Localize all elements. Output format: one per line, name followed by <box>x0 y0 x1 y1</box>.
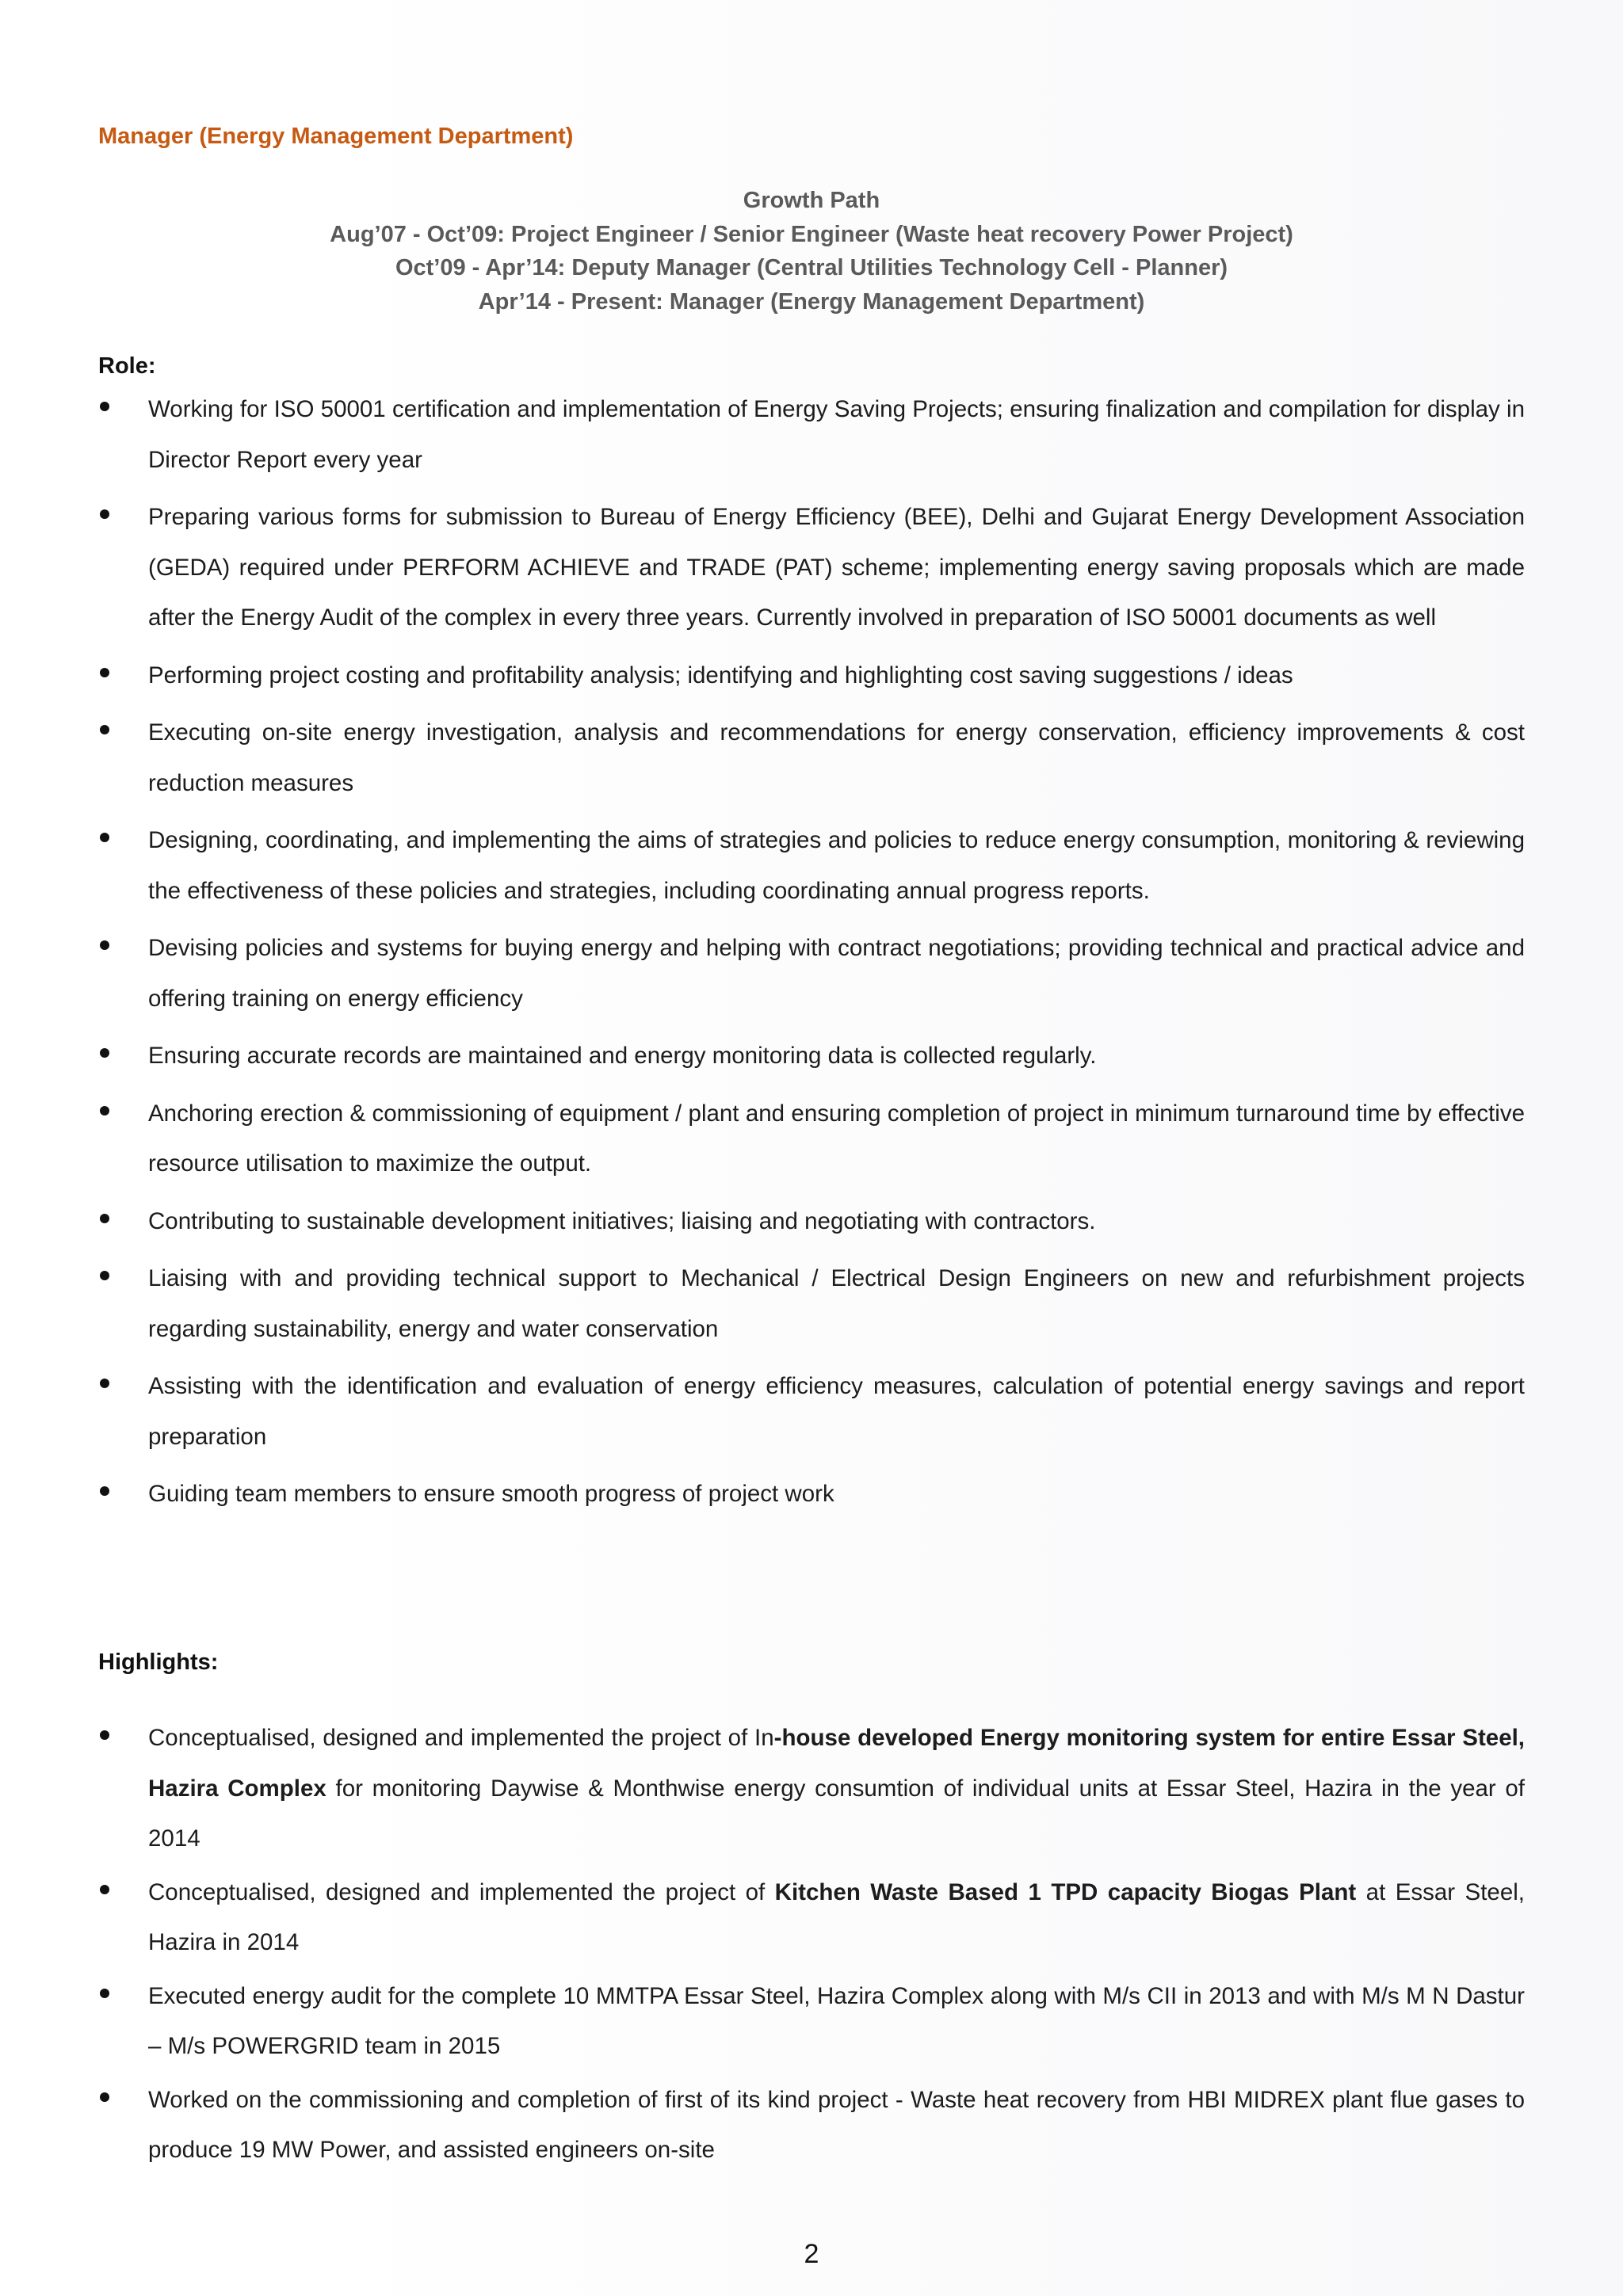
bullet-icon <box>100 668 109 677</box>
list-item <box>98 1361 1525 1462</box>
list-item-text: Ensuring accurate records are maintained and energy monitoring data is collected regularly. <box>148 1043 1097 1069</box>
bullet-icon <box>100 1106 109 1116</box>
list-item <box>98 1713 1525 1864</box>
role-heading: Role: <box>98 353 156 379</box>
bullet-icon <box>100 1989 109 1998</box>
bullet-icon <box>100 1885 109 1894</box>
growth-path-entry: Oct’09 - Apr’14: Deputy Manager (Central Utilities Technology Cell - Planner) <box>395 255 1228 280</box>
list-item-text: Devising policies and systems for buying energy and helping with contract negotiations; providing technical and practical advice and offering training on energy efficiency <box>148 935 1525 1012</box>
job-title-heading: Manager (Energy Management Department) <box>98 124 574 149</box>
list-item <box>98 384 1525 485</box>
highlight-text: Worked on the commissioning and completion of first of its kind project - Waste heat recovery from HBI MIDREX plant flue gases to produce 19 MW Power, and assisted engineers on-site <box>148 2086 1525 2163</box>
bullet-icon <box>100 2092 109 2102</box>
growth-path-entry: Apr’14 - Present: Manager (Energy Management Department) <box>478 288 1145 315</box>
bullet-icon <box>100 1730 109 1740</box>
highlight-text: Executed energy audit for the complete 10 MMTPA Essar Steel, Hazira Complex along with M/s CII in 2013 and with M/s M N Dastur – M/s POWERGRID team in 2015 <box>148 1982 1525 2059</box>
bullet-icon <box>100 402 109 411</box>
bullet-icon <box>100 1379 109 1388</box>
highlight-text: Conceptualised, designed and implemented the project of In <box>148 1725 774 1751</box>
list-item-text: Executing on-site energy investigation, analysis and recommendations for energy conservation, efficiency improvements & cost reduction measures <box>148 719 1525 796</box>
list-item <box>98 923 1525 1024</box>
list-item <box>98 1196 1525 1247</box>
list-item <box>98 1089 1525 1189</box>
highlights-heading: Highlights: <box>98 1650 219 1675</box>
list-item <box>98 492 1525 643</box>
highlight-bold-text: Kitchen Waste Based 1 TPD capacity Biogas Plant <box>774 1878 1357 1905</box>
list-item <box>98 650 1525 701</box>
bullet-icon <box>100 509 109 519</box>
highlight-text: for monitoring Daywise & Monthwise energy consumtion of individual units at Essar Steel, Hazira in the year of 2014 <box>148 1775 1525 1852</box>
bullet-icon <box>100 1271 109 1280</box>
highlight-bold-text: -house developed Energy monitoring system for entire Essar Steel, Hazira Complex <box>148 1725 1525 1802</box>
growth-path-heading: Growth Path <box>743 188 880 213</box>
list-item-text: Contributing to sustainable development initiatives; liaising and negotiating with contractors. <box>148 1207 1096 1234</box>
list-item-text: Designing, coordinating, and implementing the aims of strategies and policies to reduce energy consumption, monitoring & reviewing the effectiveness of these policies and strategies, including coordinating annual progress reports. <box>148 827 1525 904</box>
bullet-icon <box>100 1486 109 1496</box>
bullet-icon <box>100 1048 109 1058</box>
bullet-icon <box>100 940 109 950</box>
list-item <box>98 1469 1525 1520</box>
highlight-text: at Essar Steel, Hazira in 2014 <box>148 1878 1525 1955</box>
bullet-icon <box>100 833 109 842</box>
bullet-icon <box>100 1214 109 1223</box>
list-item-text: Working for ISO 50001 certification and implementation of Energy Saving Projects; ensuring finalization and compilation for display in Director Report every year <box>148 396 1525 473</box>
list-item-text: Guiding team members to ensure smooth progress of project work <box>148 1481 834 1507</box>
list-item <box>98 815 1525 916</box>
list-item <box>98 1253 1525 1354</box>
list-item <box>98 1867 1525 1968</box>
list-item <box>98 2075 1525 2176</box>
highlights-list <box>98 1713 1525 2179</box>
list-item-text: Anchoring erection & commissioning of equipment / plant and ensuring completion of project in minimum turnaround time by effective resource utilisation to maximize the output. <box>148 1100 1525 1177</box>
list-item-text: Performing project costing and profitability analysis; identifying and highlighting cost saving suggestions / ideas <box>148 662 1293 688</box>
role-list <box>98 384 1525 1527</box>
growth-path-block <box>0 184 1623 318</box>
list-item <box>98 1031 1525 1081</box>
list-item-text: Assisting with the identification and evaluation of energy efficiency measures, calculation of potential energy savings and report preparation <box>148 1373 1525 1450</box>
highlight-text: Conceptualised, designed and implemented the project of <box>148 1878 775 1905</box>
list-item <box>98 1971 1525 2072</box>
page-number: 2 <box>804 2239 819 2269</box>
bullet-icon <box>100 725 109 734</box>
growth-path-entry: Aug’07 - Oct’09: Project Engineer / Senior Engineer (Waste heat recovery Power Project) <box>330 221 1293 247</box>
list-item <box>98 707 1525 808</box>
list-item-text: Liaising with and providing technical support to Mechanical / Electrical Design Engineers on new and refurbishment projects regarding sustainability, energy and water conservation <box>148 1265 1525 1342</box>
list-item-text: Preparing various forms for submission to Bureau of Energy Efficiency (BEE), Delhi and Gujarat Energy Development Association (GEDA) required under PERFORM ACHIEVE and TRADE (PAT) scheme; implementing energy saving proposals which are made after the Energy Audit of the complex in every three years. Currently involved in preparation of ISO 50001 documents as well <box>148 504 1525 631</box>
